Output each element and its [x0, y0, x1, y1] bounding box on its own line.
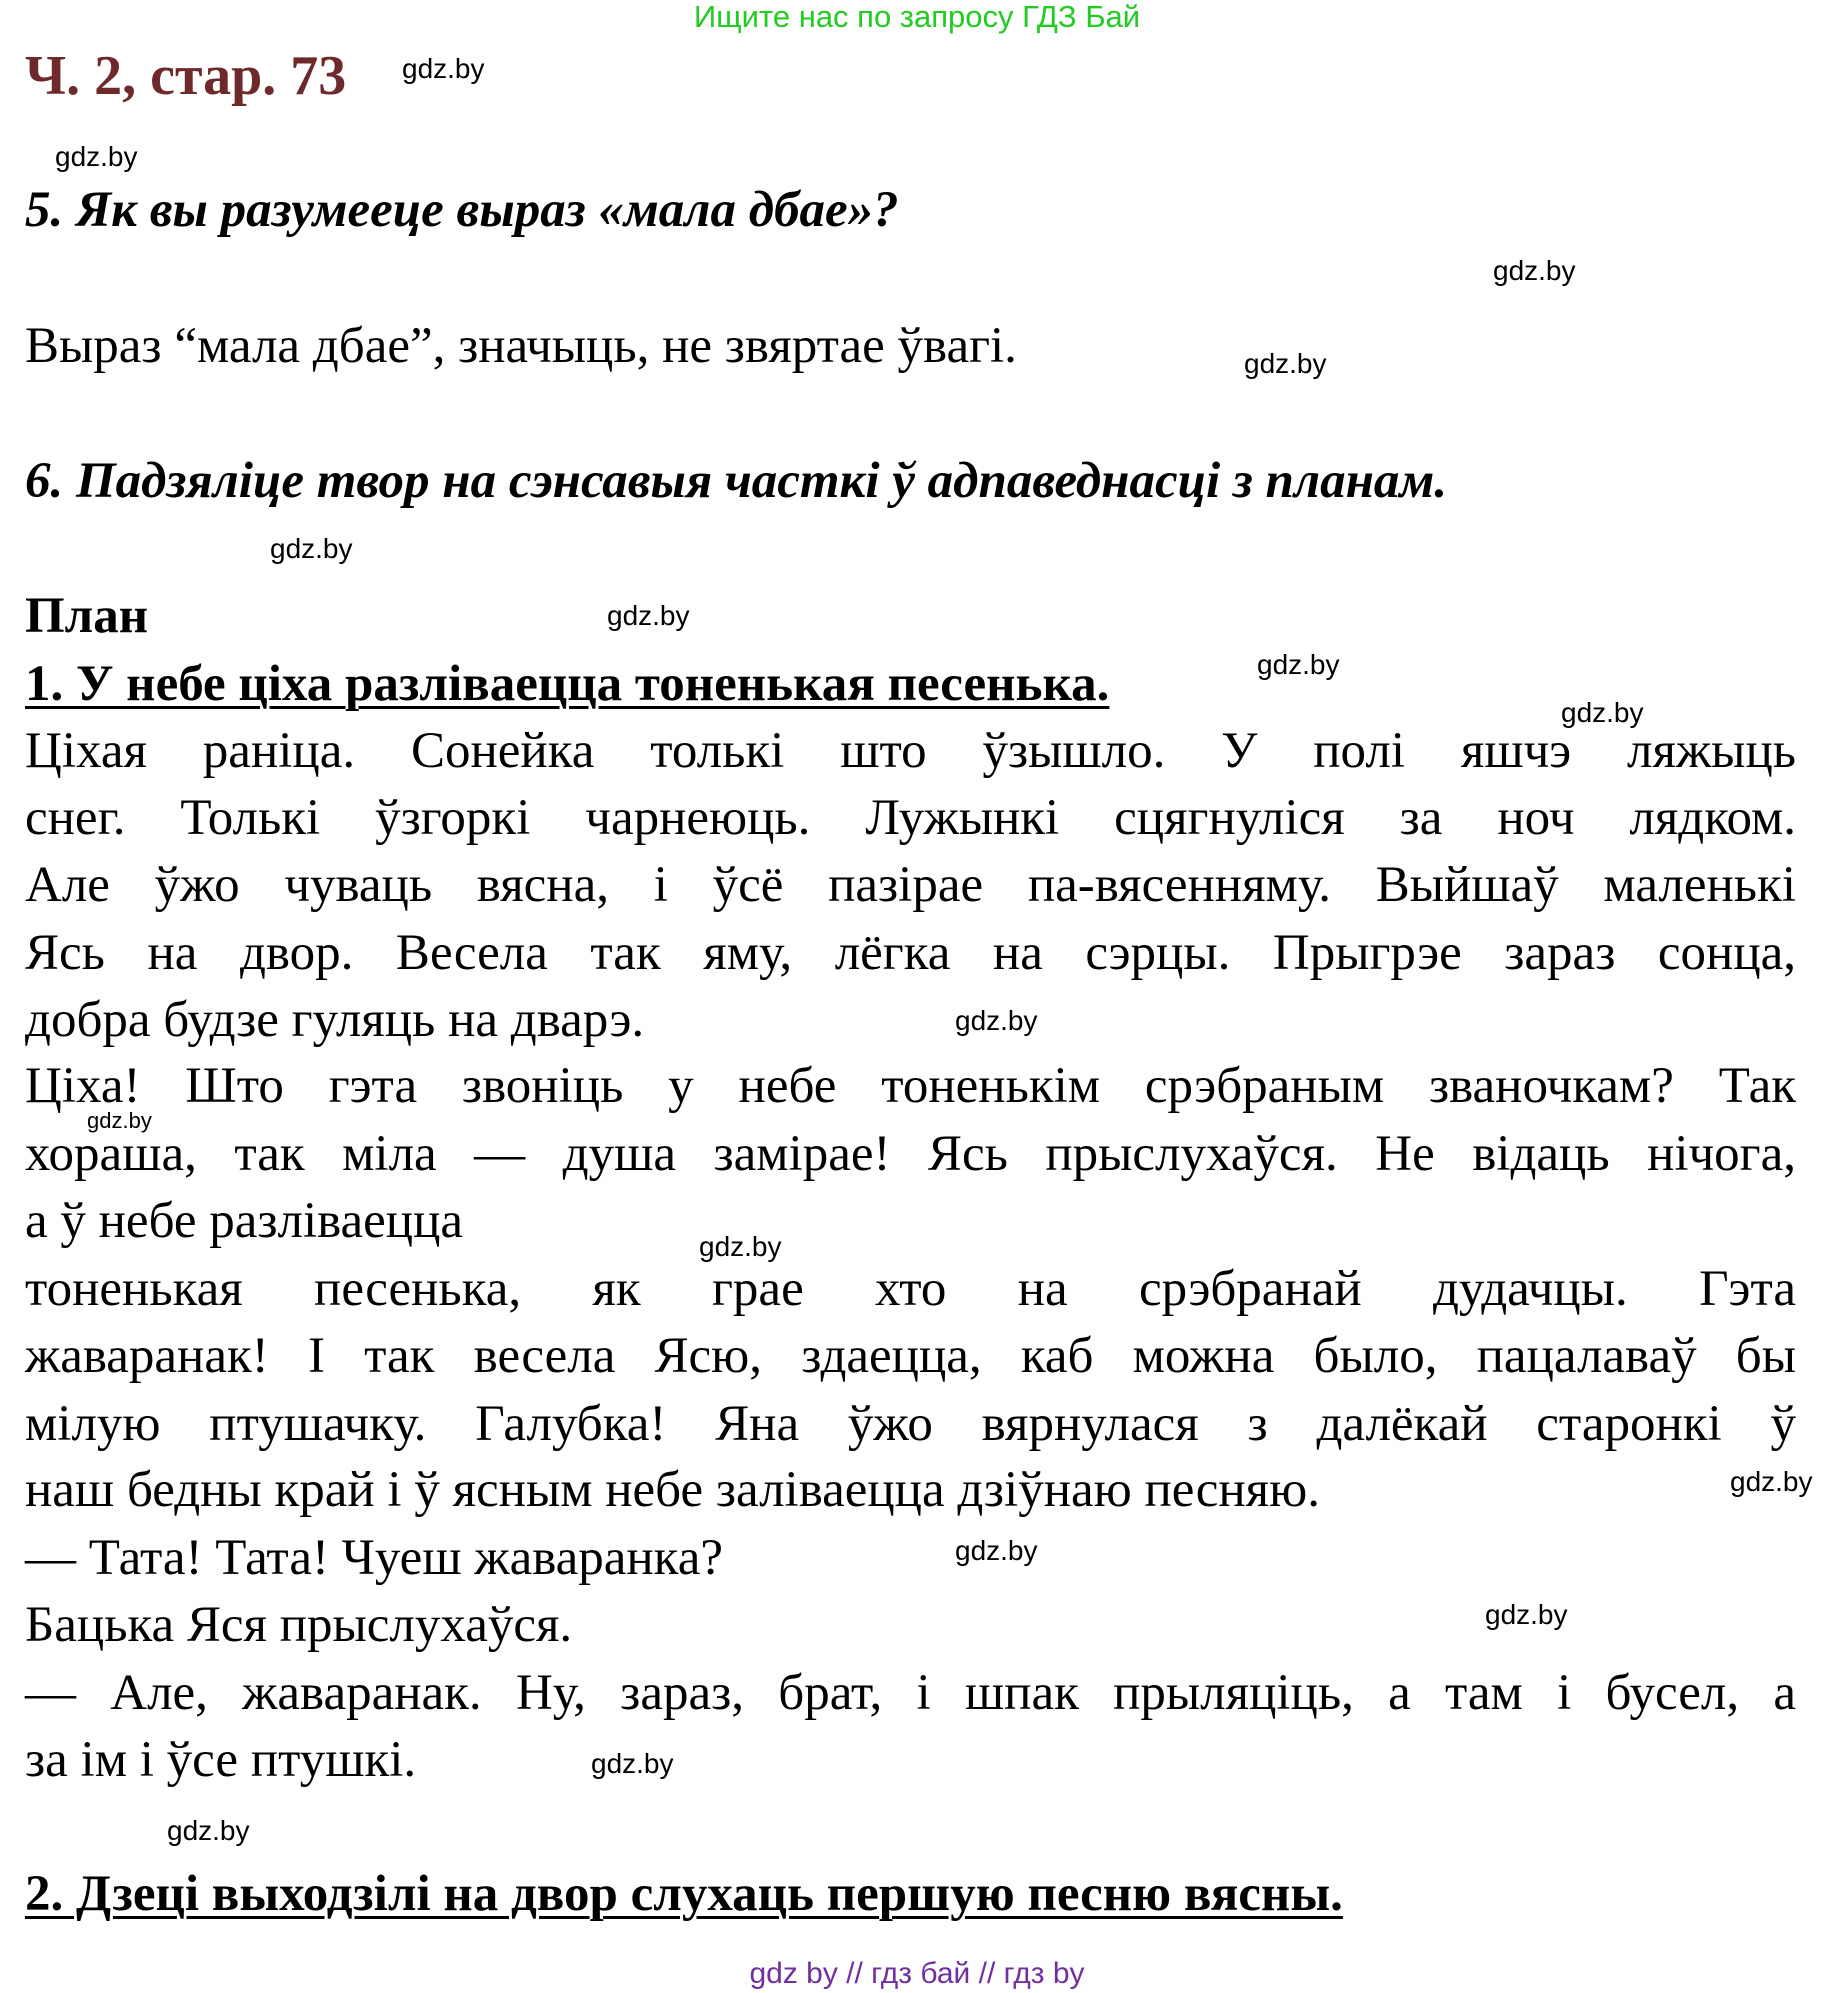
watermark: gdz.by	[1561, 697, 1644, 728]
plan-label: План	[25, 588, 149, 644]
watermark: gdz.by	[1257, 649, 1340, 680]
question-6: 6. Падзяліце твор на сэнсавыя часткі ў адпаведнасці з планам.	[25, 453, 1448, 509]
watermark: gdz.by	[1493, 255, 1576, 286]
text-line: тоненькая песенька, як грае хто на срэбранай дудачцы. Гэта	[25, 1261, 1796, 1317]
text-line: Але ўжо чуваць вясна, і ўсё пазірае па-вясенняму. Выйшаў маленькі	[25, 857, 1796, 913]
text-line: мілую птушачку. Галубка! Яна ўжо вярнулася з далёкай старонкі ў	[25, 1396, 1796, 1452]
watermark: gdz.by	[402, 53, 485, 84]
text-line: добра будзе гуляць на дварэ.	[25, 992, 645, 1048]
watermark: gdz.by	[1485, 1599, 1568, 1630]
text-line: Бацька Яся прыслухаўся.	[25, 1597, 573, 1653]
watermark: gdz.by	[55, 141, 138, 172]
text-line: Ціхая раніца. Сонейка толькі што ўзышло. У полі яшчэ ляжыць	[25, 723, 1796, 779]
text-line: наш бедны край і ў ясным небе заліваецца дзіўнаю песняю.	[25, 1462, 1320, 1518]
watermark: gdz.by	[167, 1815, 250, 1846]
text-line: — Тата! Тата! Чуеш жаваранка?	[25, 1530, 723, 1586]
watermark: gdz.by	[87, 1108, 152, 1133]
watermark: gdz.by	[699, 1231, 782, 1262]
text-line: Ціха! Што гэта звоніць у небе тоненькім срэбраным званочкам? Так	[25, 1058, 1796, 1114]
watermark: gdz.by	[607, 600, 690, 631]
text-line: жаваранак! І так весела Ясю, здаецца, каб можна было, пацалаваў бы	[25, 1328, 1796, 1384]
watermark: gdz.by	[1730, 1466, 1813, 1497]
question-5: 5. Як вы разумееце выраз «мала дбае»?	[25, 182, 899, 238]
search-banner: Ищите нас по запросу ГДЗ Бай	[693, 0, 1141, 34]
watermark: gdz.by	[955, 1535, 1038, 1566]
text-line: за ім і ўсе птушкі.	[25, 1732, 417, 1788]
footer-links: gdz by // гдз бай // гдз by	[749, 1957, 1085, 1990]
watermark: gdz.by	[1244, 348, 1327, 379]
text-line: хораша, так міла — душа замірае! Ясь прыслухаўся. Не відаць нічога,	[25, 1126, 1796, 1182]
watermark: gdz.by	[591, 1748, 674, 1779]
answer-5: Выраз “мала дбае”, значыць, не звяртае ўвагі.	[25, 318, 1017, 374]
plan-item-2: 2. Дзеці выходзілі на двор слухаць першую песню вясны.	[25, 1866, 1343, 1922]
text-line: снег. Толькі ўзгоркі чарнеюць. Лужынкі сцягнуліся за ноч лядком.	[25, 790, 1796, 846]
text-line: Ясь на двор. Весела так яму, лёгка на сэрцы. Прыгрэе зараз сонца,	[25, 925, 1796, 981]
text-line: — Але, жаваранак. Ну, зараз, брат, і шпак прыляціць, а там і бусел, а	[25, 1665, 1796, 1721]
text-line: а ў небе разліваецца	[25, 1193, 464, 1249]
watermark: gdz.by	[270, 533, 353, 564]
plan-item-1: 1. У небе ціха разліваецца тоненькая песенька.	[25, 656, 1110, 712]
watermark: gdz.by	[955, 1005, 1038, 1036]
page-title: Ч. 2, стар. 73	[25, 45, 347, 107]
